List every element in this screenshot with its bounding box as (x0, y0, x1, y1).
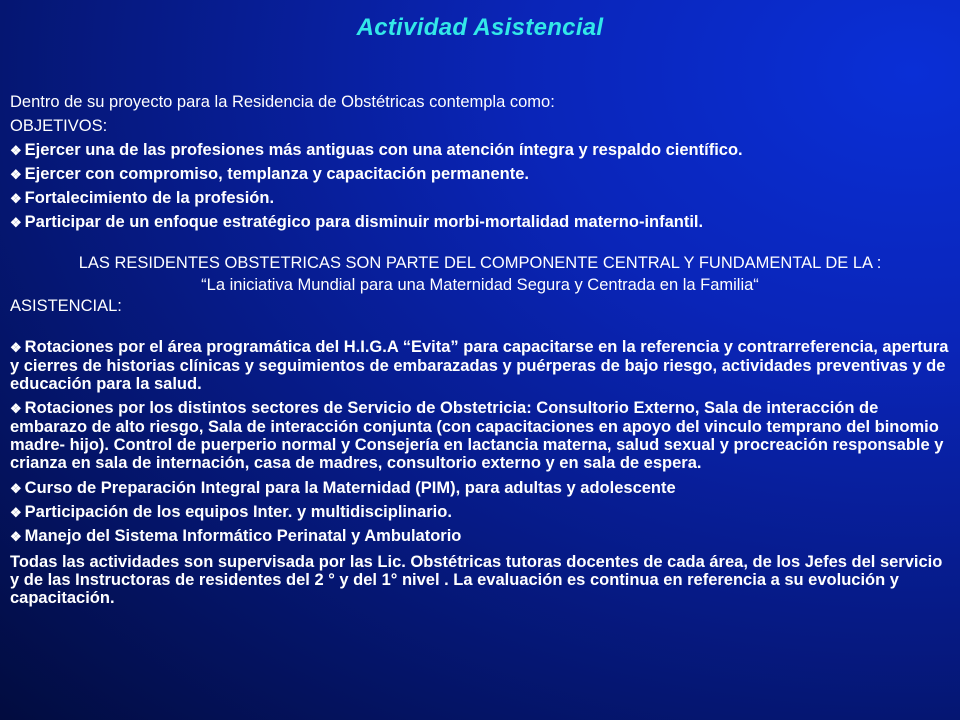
objective-item: ❖ Participar de un enfoque estratégico para disminuir morbi-mortalidad materno-infantil. (10, 213, 704, 231)
bullet-diamond-icon: ❖ (10, 215, 22, 230)
activity-item: ❖ Curso de Preparación Integral para la Maternidad (PIM), para adultas y adolescente (10, 479, 676, 497)
bullet-diamond-icon: ❖ (10, 505, 22, 520)
intro-text: Dentro de su proyecto para la Residencia de Obstétricas contempla como: (10, 93, 555, 111)
activity-item: ❖ Manejo del Sistema Informático Perinatal y Ambulatorio (10, 527, 462, 545)
slide-title: Actividad Asistencial (356, 14, 604, 41)
bullet-diamond-icon: ❖ (10, 481, 22, 496)
objective-item: ❖ Ejercer una de las profesiones más antiguas con una atención íntegra y respaldo científico. (10, 141, 743, 159)
activity-item: ❖ Participación de los equipos Inter. y multidisciplinario. (10, 503, 452, 521)
slide-content (10, 92, 950, 607)
component-statement: LAS RESIDENTES OBSTETRICAS SON PARTE DEL COMPONENTE CENTRAL Y FUNDAMENTAL DE LA : (78, 254, 882, 272)
objectives-list (10, 140, 950, 233)
activity-item: ❖ Rotaciones por los distintos sectores de Servicio de Obstetricia: Consultorio Externo, Sala de interacción de embarazo de alto riesgo, Sala de interacción conjunta (con capacitaciones en apoyo del vinculo temprano del binomio madre- hijo). Control de puerperio normal y Consejería en lactancia materna, salud sexual y procreación responsable y crianza en sala de internación, casa de madres, consultorio externo y en sala de espera. (10, 399, 944, 472)
bullet-diamond-icon: ❖ (10, 143, 22, 158)
objective-item: ❖ Fortalecimiento de la profesión. (10, 189, 275, 207)
bullet-diamond-icon: ❖ (10, 529, 22, 544)
bullet-diamond-icon: ❖ (10, 167, 22, 182)
objectives-heading: OBJETIVOS: (10, 117, 108, 135)
initiative-quote: “La iniciativa Mundial para una Maternidad Segura y Centrada en la Familia“ (201, 276, 759, 294)
activity-item: ❖ Rotaciones por el área programática del H.I.G.A “Evita” para capacitarse en la referencia y contrarreferencia, apertura y cierres de historias clínicas y seguimientos de embarazadas y puérperas de bajo riesgo, actividades preventivas y de educación para la salud. (10, 338, 949, 393)
activities-list (10, 338, 950, 547)
bullet-diamond-icon: ❖ (10, 340, 22, 355)
bullet-diamond-icon: ❖ (10, 401, 22, 416)
bullet-diamond-icon: ❖ (10, 191, 22, 206)
objective-item: ❖ Ejercer con compromiso, templanza y capacitación permanente. (10, 165, 529, 183)
asistencial-heading: ASISTENCIAL: (10, 297, 122, 315)
closing-text: Todas las actividades son supervisada por las Lic. Obstétricas tutoras docentes de cada área, de los Jefes del servicio y de las Instructoras de residentes del 2 ° y del 1° nivel . La evaluación es continua en referencia a su evolución y capacitación. (10, 553, 943, 607)
